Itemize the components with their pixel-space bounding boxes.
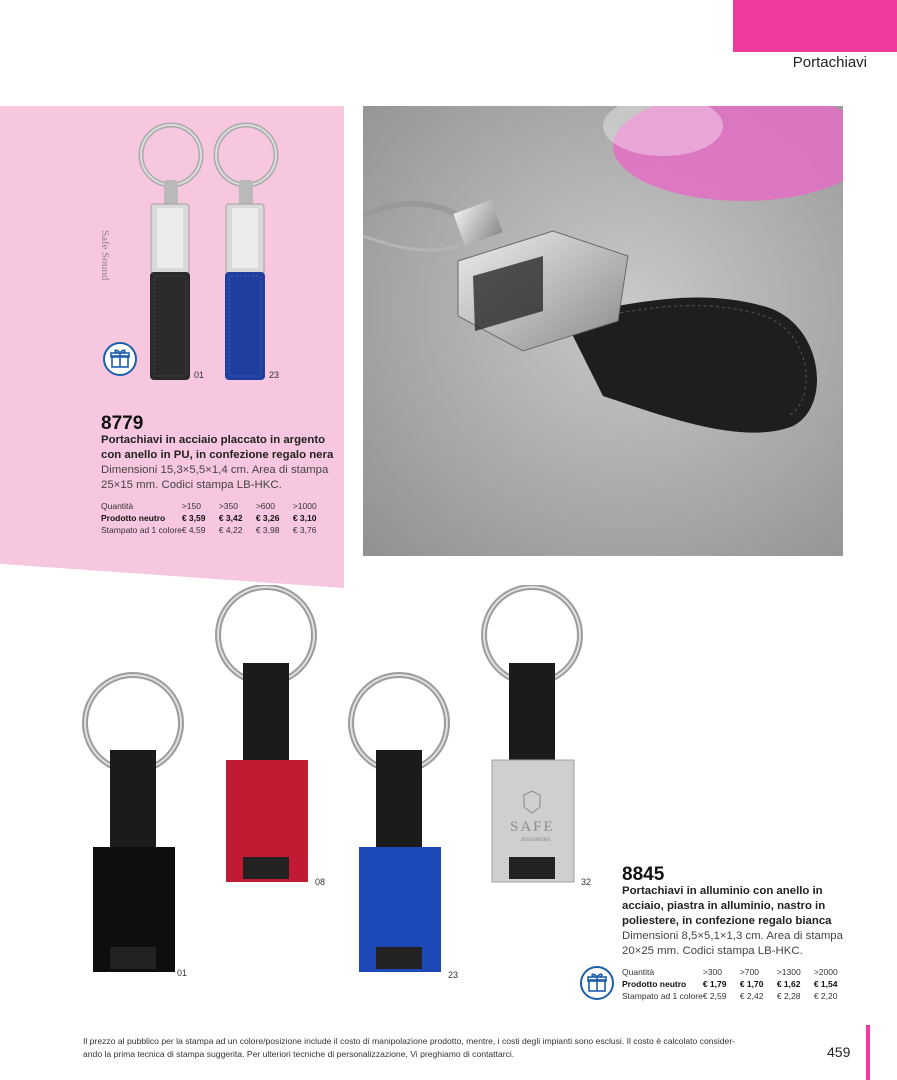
gift-box-icon	[103, 342, 137, 376]
price-value: € 3,59	[181, 513, 206, 523]
price-tier: >1000	[292, 501, 317, 511]
price-value: € 1,62	[776, 979, 801, 989]
keychain-8779-images	[120, 122, 300, 384]
price-tier: >2000	[813, 967, 838, 977]
price-row-neutral	[622, 978, 851, 990]
price-table-8779	[101, 500, 330, 536]
price-row-quantity	[101, 500, 330, 512]
price-tier: >700	[739, 967, 759, 977]
price-value: € 3,98	[255, 525, 280, 535]
footer-note-line: ando la prima tecnica di stampa suggerita. Per ulteriori tecniche di personalizzazione, Vi preghiamo di contattarci.	[83, 1049, 515, 1059]
product-info-8779	[101, 433, 341, 493]
variant-label-08: 08	[315, 877, 326, 887]
price-label: Quantità	[101, 501, 134, 511]
gift-box-icon	[580, 966, 614, 1000]
price-value: € 4,22	[218, 525, 243, 535]
keychain-8845-blue	[351, 675, 447, 972]
variant-label-23: 23	[448, 970, 459, 980]
price-value: € 3,26	[255, 513, 280, 523]
variant-label-01: 01	[194, 370, 205, 380]
product-desc-line: Dimensioni 15,3×5,5×1,4 cm. Area di stampa	[101, 464, 329, 476]
product-title-line: Portachiavi in alluminio con anello in	[622, 885, 823, 897]
footer-note	[83, 1035, 808, 1061]
price-label: Stampato ad 1 colore	[622, 991, 703, 1001]
variant-label-01: 01	[177, 968, 188, 978]
price-value: € 2,42	[739, 991, 764, 1001]
price-row-printed	[622, 990, 851, 1002]
price-value: € 3,76	[292, 525, 317, 535]
header-accent-block	[733, 0, 897, 52]
price-row-neutral	[101, 512, 330, 524]
price-value: € 4,59	[181, 525, 206, 535]
keychain-8845-images	[80, 585, 600, 985]
price-value: € 2,59	[702, 991, 727, 1001]
price-value: € 1,54	[813, 979, 838, 989]
price-value: € 2,20	[813, 991, 838, 1001]
price-tier: >150	[181, 501, 201, 511]
page-number: 459	[827, 1044, 851, 1060]
price-tier: >350	[218, 501, 238, 511]
product-title-line: con anello in PU, in confezione regalo nera	[101, 449, 334, 461]
price-value: € 1,70	[739, 979, 764, 989]
footer-note-line: Il prezzo al pubblico per la stampa ad un colore/posizione include il costo di manipolazione prodotto, mentre, i costi degli impianti sono esclusi. Il costo è calcolato consider-	[83, 1036, 736, 1046]
variant-label-23: 23	[269, 370, 280, 380]
keychain-8845-black	[85, 675, 181, 972]
engraving-safe-sound: Safe Sound	[99, 230, 111, 281]
product-code-8779: 8779	[101, 413, 144, 434]
engraving-safe: SAFE	[510, 819, 555, 835]
keychain-8779-black	[141, 125, 201, 380]
price-tier: >300	[702, 967, 722, 977]
price-table-8845	[622, 966, 851, 1002]
product-desc-line: 20×25 mm. Codici stampa LB-HKC.	[622, 945, 803, 957]
price-tier: >1300	[776, 967, 801, 977]
price-value: € 3,10	[292, 513, 317, 523]
price-value: € 2,28	[776, 991, 801, 1001]
product-desc-line: Dimensioni 8,5×5,1×1,3 cm. Area di stampa	[622, 930, 843, 942]
price-label: Prodotto neutro	[622, 979, 687, 989]
product-code-8845: 8845	[622, 864, 665, 885]
product-title-line: Portachiavi in acciaio placcato in argento	[101, 434, 326, 446]
price-row-quantity	[622, 966, 851, 978]
product-desc-line: 25×15 mm. Codici stampa LB-HKC.	[101, 479, 282, 491]
engraving-insurances: Insurances	[521, 837, 551, 843]
page-accent-bar	[866, 1025, 870, 1080]
price-row-printed	[101, 524, 330, 536]
keychain-8779-blue	[216, 125, 276, 380]
price-label: Quantità	[622, 967, 655, 977]
variant-label-32: 32	[581, 877, 592, 887]
price-tier: >600	[255, 501, 275, 511]
section-title: Portachiavi	[792, 54, 867, 71]
price-label: Stampato ad 1 colore	[101, 525, 182, 535]
price-value: € 1,79	[702, 979, 727, 989]
lifestyle-photo	[363, 106, 843, 556]
product-info-8845	[622, 884, 862, 959]
product-title-line: poliestere, in confezione regalo bianca	[622, 915, 832, 927]
price-label: Prodotto neutro	[101, 513, 166, 523]
keychain-8845-red	[218, 587, 314, 882]
product-title-line: acciaio, piastra in alluminio, nastro in	[622, 900, 826, 912]
price-value: € 3,42	[218, 513, 243, 523]
